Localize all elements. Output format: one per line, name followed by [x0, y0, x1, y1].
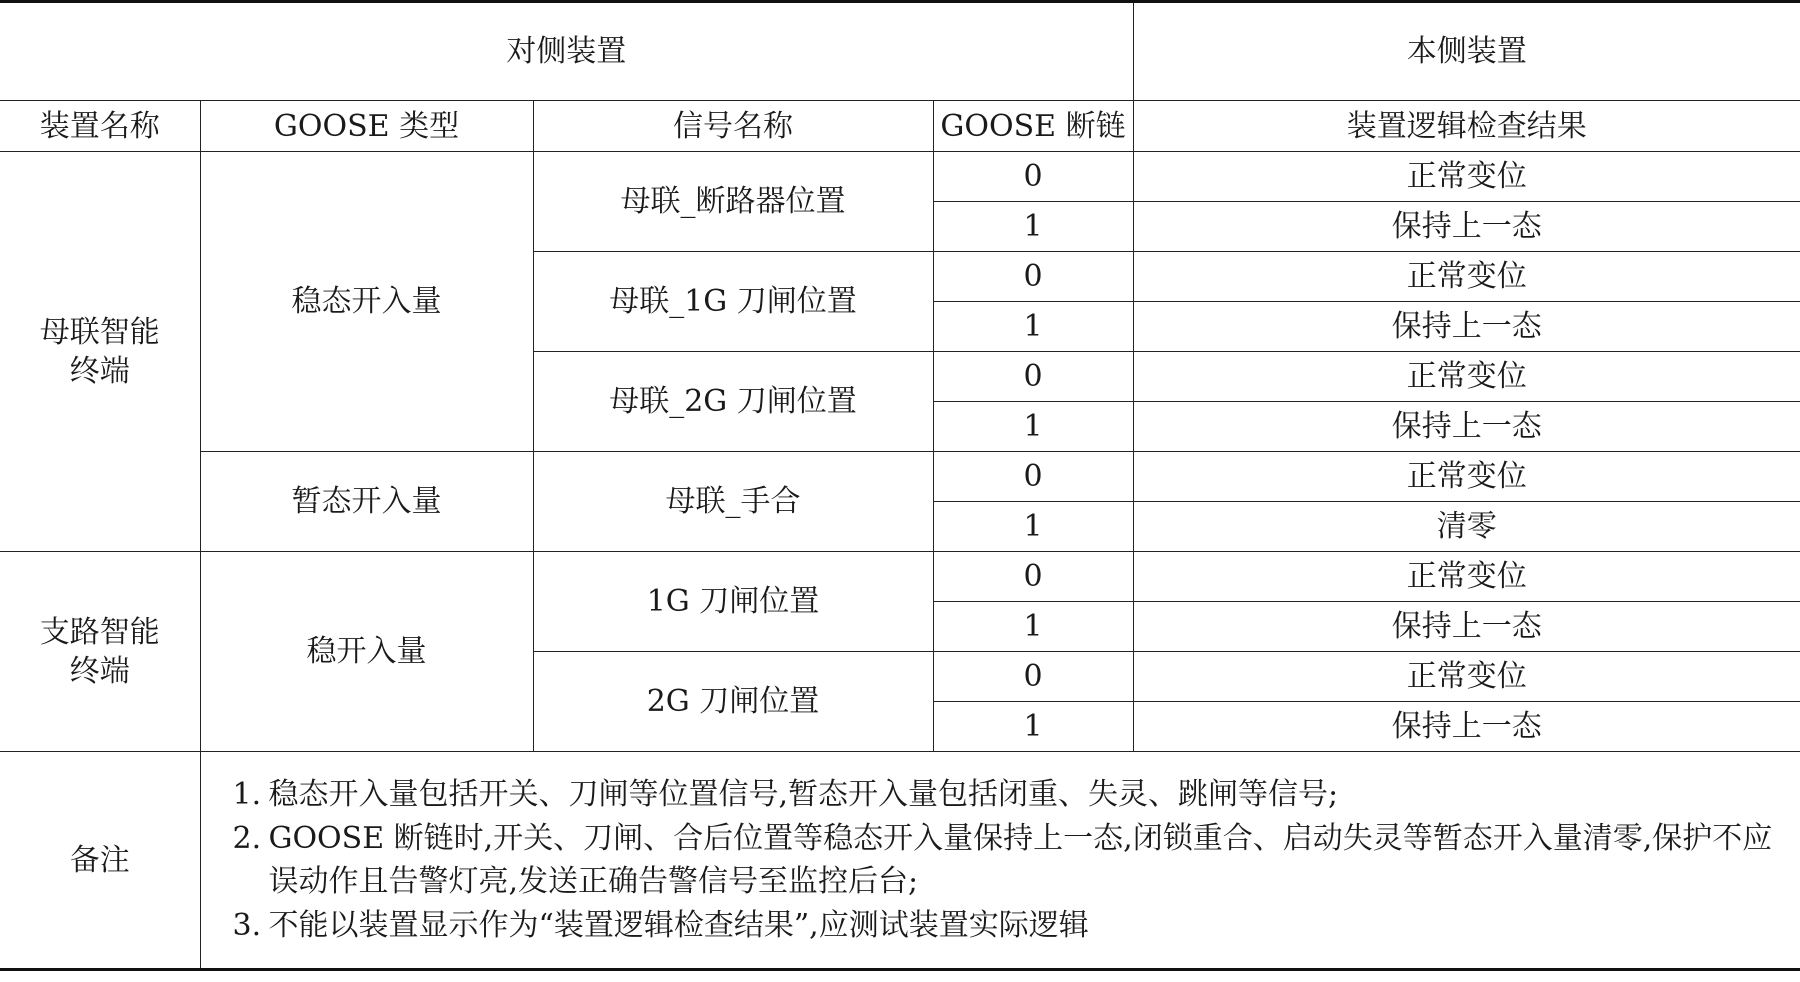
col-header-goose-break: GOOSE 断链: [933, 101, 1133, 152]
note-text: GOOSE 断链时,开关、刀闸、合后位置等稳态开入量保持上一态,闭锁重合、启动失灵等暂态开入量清零,保护不应误动作且告警灯亮,发送正确告警信号至监控后台;: [268, 820, 1773, 899]
header-row-columns: [0, 101, 1800, 152]
goose-break-value-cell: 1: [933, 302, 1133, 352]
note-text: 不能以装置显示作为“装置逻辑检查结果”,应测试装置实际逻辑: [268, 907, 1089, 943]
logic-result-cell: 清零: [1133, 502, 1800, 552]
note-number: 1.: [232, 777, 262, 812]
device-name-cell: 母联智能 终端: [0, 152, 200, 552]
goose-break-value-cell: 1: [933, 602, 1133, 652]
col-header-logic-result: 装置逻辑检查结果: [1133, 101, 1800, 152]
logic-result-cell: 正常变位: [1133, 352, 1800, 402]
header-local-device: 本侧装置: [1133, 2, 1800, 101]
note-item: [232, 773, 1785, 817]
logic-result-cell: 保持上一态: [1133, 202, 1800, 252]
goose-type-cell: 稳开入量: [200, 552, 533, 752]
col-header-goose-type: GOOSE 类型: [200, 101, 533, 152]
note-item: [232, 817, 1785, 904]
table-row: [0, 552, 1800, 602]
logic-result-cell: 正常变位: [1133, 452, 1800, 502]
logic-result-cell: 保持上一态: [1133, 402, 1800, 452]
signal-name-cell: 母联_断路器位置: [533, 152, 933, 252]
signal-name-cell: 母联_2G 刀闸位置: [533, 352, 933, 452]
logic-result-cell: 正常变位: [1133, 552, 1800, 602]
signal-name-cell: 母联_1G 刀闸位置: [533, 252, 933, 352]
goose-break-value-cell: 0: [933, 352, 1133, 402]
logic-result-cell: 保持上一态: [1133, 702, 1800, 752]
goose-break-value-cell: 1: [933, 502, 1133, 552]
notes-label: 备注: [0, 752, 200, 970]
goose-break-value-cell: 1: [933, 202, 1133, 252]
goose-break-value-cell: 0: [933, 652, 1133, 702]
signal-name-cell: 1G 刀闸位置: [533, 552, 933, 652]
note-number: 2.: [232, 820, 262, 856]
device-name-cell: 支路智能 终端: [0, 552, 200, 752]
col-header-signal-name: 信号名称: [533, 101, 933, 152]
logic-result-cell: 保持上一态: [1133, 302, 1800, 352]
logic-result-cell: 保持上一态: [1133, 602, 1800, 652]
goose-break-value-cell: 0: [933, 152, 1133, 202]
logic-result-cell: 正常变位: [1133, 252, 1800, 302]
goose-break-value-cell: 0: [933, 552, 1133, 602]
logic-result-cell: 正常变位: [1133, 652, 1800, 702]
goose-type-cell: 稳态开入量: [200, 152, 533, 452]
table-row: [0, 452, 1800, 502]
header-row-groups: [0, 2, 1800, 101]
goose-break-value-cell: 1: [933, 702, 1133, 752]
notes-row: [0, 752, 1800, 970]
goose-type-cell: 暂态开入量: [200, 452, 533, 552]
notes-content: [200, 752, 1800, 970]
goose-break-value-cell: 1: [933, 402, 1133, 452]
goose-break-value-cell: 0: [933, 252, 1133, 302]
note-item: [232, 904, 1785, 948]
logic-result-cell: 正常变位: [1133, 152, 1800, 202]
header-peer-device: 对侧装置: [0, 2, 1133, 101]
signal-name-cell: 2G 刀闸位置: [533, 652, 933, 752]
table-row: [0, 152, 1800, 202]
col-header-device-name: 装置名称: [0, 101, 200, 152]
note-number: 3.: [232, 907, 262, 943]
note-text: 稳态开入量包括开关、刀闸等位置信号,暂态开入量包括闭重、失灵、跳闸等信号;: [268, 777, 1339, 812]
goose-break-value-cell: 0: [933, 452, 1133, 502]
signal-name-cell: 母联_手合: [533, 452, 933, 552]
